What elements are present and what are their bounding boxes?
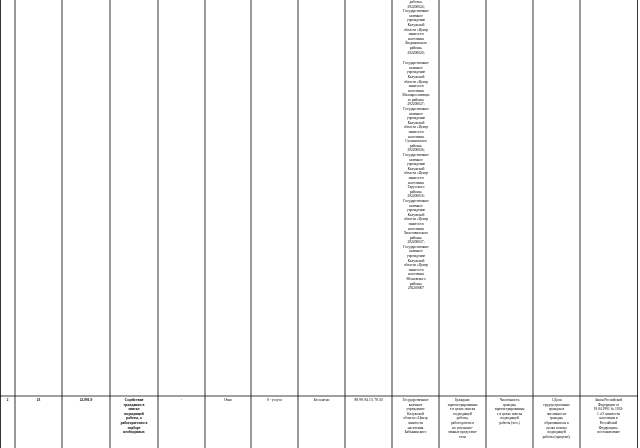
row-payment: Бесплатно bbox=[313, 398, 330, 402]
org-entry: работы» 292200024; Государственное казенное учреждение Калужской области «Центр занятости населения Людиновского района» 292200020; bbox=[403, 0, 429, 55]
org-list-continued bbox=[396, 0, 436, 291]
row-dash: - bbox=[180, 398, 183, 402]
row-unit: 0 - услуга bbox=[267, 398, 282, 402]
row-service-name: Содействие гражданам в поиске подходящей работы, а работодателям в подборе необходимых bbox=[120, 398, 148, 435]
row-okved: 88.99; 84.13; 78.30 bbox=[354, 398, 383, 402]
row-legal-basis: Закон Российской Федерации от 19.04.1991 № 1032- 1 «О занятости населения в Российской Федерации»; постановление bbox=[593, 398, 624, 435]
row-reg-number: 22.001.0 bbox=[79, 398, 93, 402]
org-entry: Государственное казенное учреждение Калужской области «Центр занятости населения Малоярославецко го района» 292200027; Государственное казенное учреждение Калужской области «Центр занятости населения Сухиничского района» 292200026; Государственное казенное учреждение Калужской области «Центр занятости населения Тарусского района» 292200016; Государственное казенное учреждение Калужской области «Центр занятости населения Хвастовичского района» 292200027; Государственное казенное учреждение Калужской области «Центр занятости населения Юхновского района» 292200007 bbox=[402, 61, 430, 291]
row-number: 2 bbox=[6, 398, 9, 402]
row-organization: Государственное казенное учреждение Калужской области «Центр занятости населения Бабынинского bbox=[402, 398, 429, 435]
row-form: Очно bbox=[223, 398, 233, 402]
row-consumers: Граждане, зарегистрированны е в целях поиска подходящей работы, работодатели в их уполномо- ченные представи- тели bbox=[447, 398, 478, 439]
row-quality-indicator: 1.Доля трудоустроенных граждан в численности граждан, обратившихся в целях поиска подходящей работы (процент); bbox=[542, 398, 571, 439]
row-code: 23 bbox=[36, 398, 41, 402]
row-volume-indicator: Численность граждан, зарегистрированны х в целях поиска подходящей работы (чел.) bbox=[494, 398, 525, 425]
